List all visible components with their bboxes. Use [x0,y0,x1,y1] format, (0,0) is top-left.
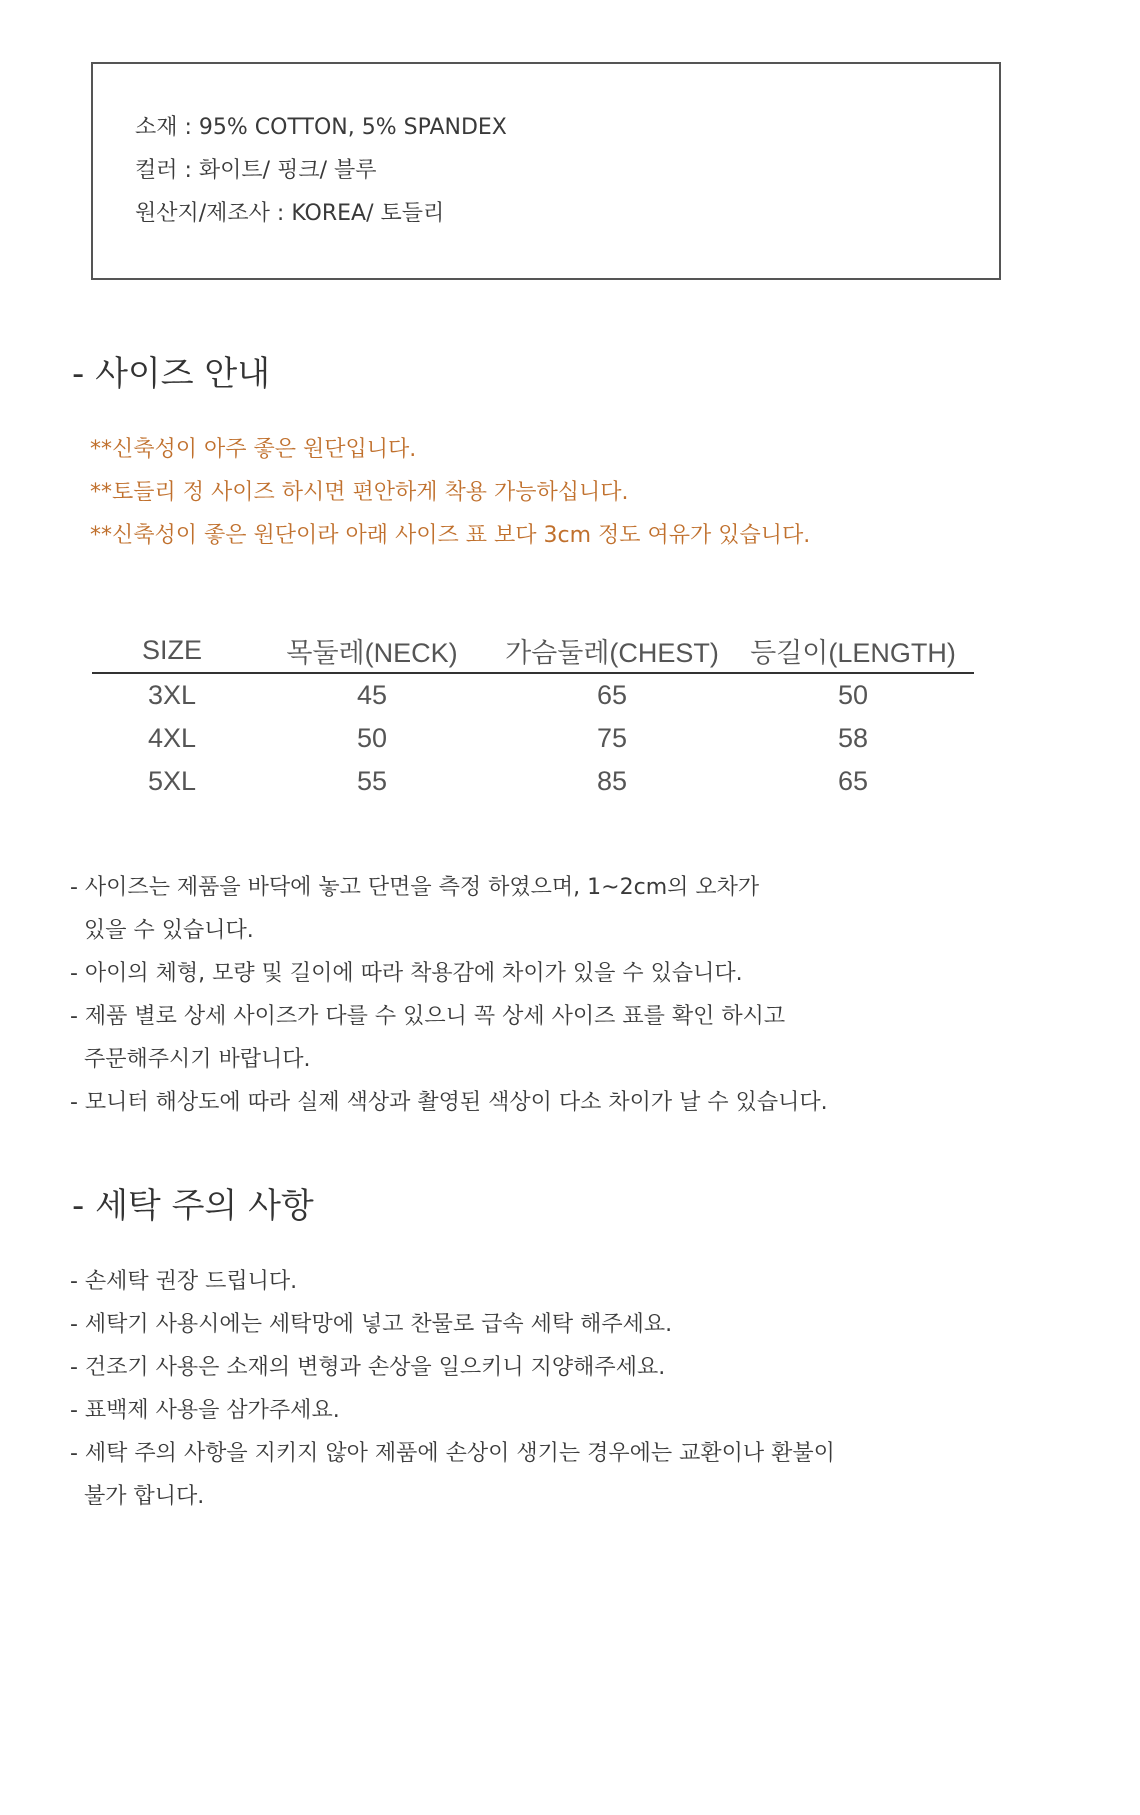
table-cell: 65 [596,680,628,710]
note-line: **신축성이 아주 좋은 원단입니다. [90,437,417,462]
note-line: **토들리 정 사이즈 하시면 편안하게 착용 가능하십니다. [90,480,629,505]
list-item: - 세탁기 사용시에는 세탁망에 넣고 찬물로 급속 세탁 해주세요. [70,1312,673,1337]
origin-text: 원산지/제조사 : KOREA/ 토들리 [135,201,445,226]
table-header-row [92,628,974,673]
size-table [92,628,974,803]
header-length: 등길이(LENGTH) [732,628,974,673]
table-cell: 58 [837,723,869,753]
list-item: - 건조기 사용은 소재의 변형과 손상을 일으키니 지양해주세요. [70,1355,666,1380]
table-row [92,673,974,717]
table-cell: 3XL [147,680,197,710]
table-cell: 85 [596,766,628,796]
table-cell: 75 [596,723,628,753]
list-item: - 손세탁 권장 드립니다. [70,1269,298,1294]
product-info-box [91,62,1001,280]
list-item: - 사이즈는 제품을 바닥에 놓고 단면을 측정 하였으며, 1~2cm의 오차가 [70,875,760,900]
list-item: - 아이의 체형, 모량 및 길이에 따라 착용감에 차이가 있을 수 있습니다. [70,961,743,986]
washing-list [70,1260,835,1518]
list-item: 있을 수 있습니다. [84,918,254,943]
size-guide-notes [90,428,810,557]
list-item: 주문해주시기 바랍니다. [84,1047,311,1072]
table-cell: 50 [356,723,388,753]
list-item: - 세탁 주의 사항을 지키지 않아 제품에 손상이 생기는 경우에는 교환이나 환불이 [70,1441,835,1466]
table-cell: 4XL [147,723,197,753]
table-cell: 45 [356,680,388,710]
header-neck: 목둘레(NECK) [252,628,492,673]
color-text: 컬러 : 화이트/ 핑크/ 블루 [135,158,377,183]
header-size: SIZE [92,628,252,673]
list-item: - 제품 별로 상세 사이즈가 다를 수 있으니 꼭 상세 사이즈 표를 확인 하시고 [70,1004,786,1029]
table-cell: 5XL [147,766,197,796]
material-text: 소재 : 95% COTTON, 5% SPANDEX [135,115,507,140]
table-cell: 65 [837,766,869,796]
size-guide-title: - 사이즈 안내 [72,354,271,394]
size-disclaimer-list [70,866,828,1124]
header-chest: 가슴둘레(CHEST) [492,628,732,673]
note-line: **신축성이 좋은 원단이라 아래 사이즈 표 보다 3cm 정도 여유가 있습니다. [90,523,811,548]
table-cell: 50 [837,680,869,710]
table-row [92,717,974,760]
table-cell: 55 [356,766,388,796]
list-item: 불가 합니다. [84,1484,205,1509]
table-row [92,760,974,803]
list-item: - 모니터 해상도에 따라 실제 색상과 촬영된 색상이 다소 차이가 날 수 있습니다. [70,1090,828,1115]
list-item: - 표백제 사용을 삼가주세요. [70,1398,340,1423]
washing-title: - 세탁 주의 사항 [72,1186,314,1226]
